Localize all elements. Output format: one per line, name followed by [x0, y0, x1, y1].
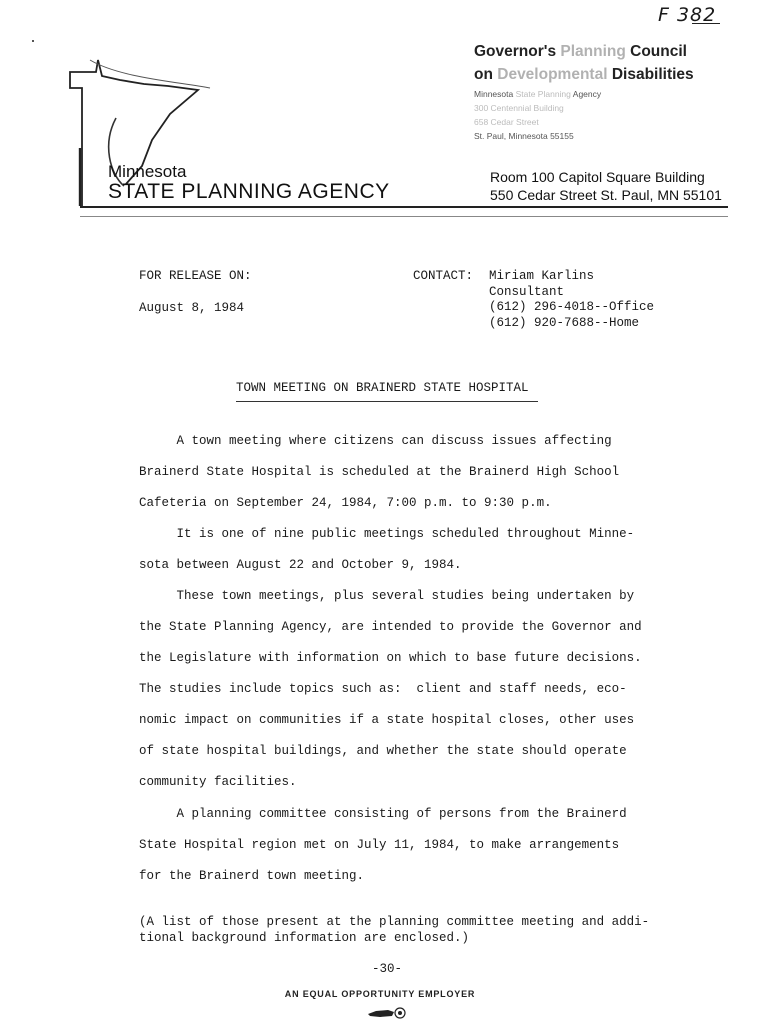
body-line: the State Planning Agency, are intended to provide the Governor and [139, 620, 642, 634]
council-address-line: 300 Centennial Building [474, 103, 564, 113]
contact-office-phone: (612) 296-4018--Office [489, 300, 655, 314]
council-name-part: on [474, 66, 498, 83]
council-address-part: Minnesota [474, 89, 516, 99]
contact-label: CONTACT: [413, 269, 474, 283]
council-name-part: Council [625, 43, 687, 60]
body-line: community facilities. [139, 775, 297, 789]
body-line: The studies include topics such as: client and staff needs, eco- [139, 682, 627, 696]
release-date: August 8, 1984 [139, 301, 245, 315]
council-name-part: Developmental [497, 66, 608, 83]
agency-address [490, 168, 722, 204]
council-address-line: 658 Cedar Street [474, 117, 539, 127]
headline: TOWN MEETING ON BRAINERD STATE HOSPITAL [236, 381, 529, 395]
council-address-part: State Planning [515, 89, 571, 99]
body-line: of state hospital buildings, and whether the state should operate [139, 744, 627, 758]
council-name-part: Planning [560, 43, 626, 60]
end-marker: -30- [372, 962, 403, 976]
agency-address-line: 550 Cedar Street St. Paul, MN 55101 [490, 187, 722, 203]
body-line: A town meeting where citizens can discuss issues affecting [139, 434, 612, 448]
release-label: FOR RELEASE ON: [139, 269, 252, 283]
council-name [474, 40, 694, 86]
agency-address-line: Room 100 Capitol Square Building [490, 169, 705, 185]
body-line: A planning committee consisting of persons from the Brainerd [139, 807, 627, 821]
body-line: State Hospital region met on July 11, 1984, to make arrangements [139, 838, 620, 852]
council-address [474, 87, 601, 143]
stray-mark [32, 40, 34, 42]
body-line: nomic impact on communities if a state hospital closes, other uses [139, 713, 635, 727]
enclosure-note-line: (A list of those present at the planning committee meeting and addi- [139, 915, 650, 929]
contact-title: Consultant [489, 284, 565, 299]
body-line: Brainerd State Hospital is scheduled at the Brainerd High School [139, 465, 620, 479]
contact-home-phone: (612) 920-7688--Home [489, 315, 640, 330]
council-address-part: Agency [570, 89, 602, 99]
body-line: for the Brainerd town meeting. [139, 869, 365, 883]
council-address-line: St. Paul, Minnesota 55155 [474, 131, 574, 141]
letterhead-rule [80, 206, 728, 208]
handwritten-file-note: F 382 [658, 4, 717, 26]
contact-block [489, 269, 654, 331]
contact-name: Miriam Karlins [489, 269, 595, 283]
body-line: These town meetings, plus several studies being undertaken by [139, 589, 635, 603]
logo-minnesota: Minnesota [108, 162, 187, 181]
council-name-part: Governor's [474, 43, 561, 60]
body-line: Cafeteria on September 24, 1984, 7:00 p.m. to 9:30 p.m. [139, 496, 552, 510]
enclosure-note-line: tional background information are enclosed.) [139, 931, 470, 945]
headline-underline [236, 401, 538, 402]
body-line: the Legislature with information on which to base future decisions. [139, 651, 642, 665]
council-name-part: Disabilities [607, 66, 694, 83]
footer-equal-opportunity: AN EQUAL OPPORTUNITY EMPLOYER [284, 989, 476, 999]
letterhead-rule-thin [80, 216, 728, 217]
body-line: sota between August 22 and October 9, 1984. [139, 558, 462, 572]
logo-agency-name: STATE PLANNING AGENCY [108, 180, 390, 203]
union-label-icon [366, 1006, 408, 1020]
body-line: It is one of nine public meetings scheduled throughout Minne- [139, 527, 635, 541]
